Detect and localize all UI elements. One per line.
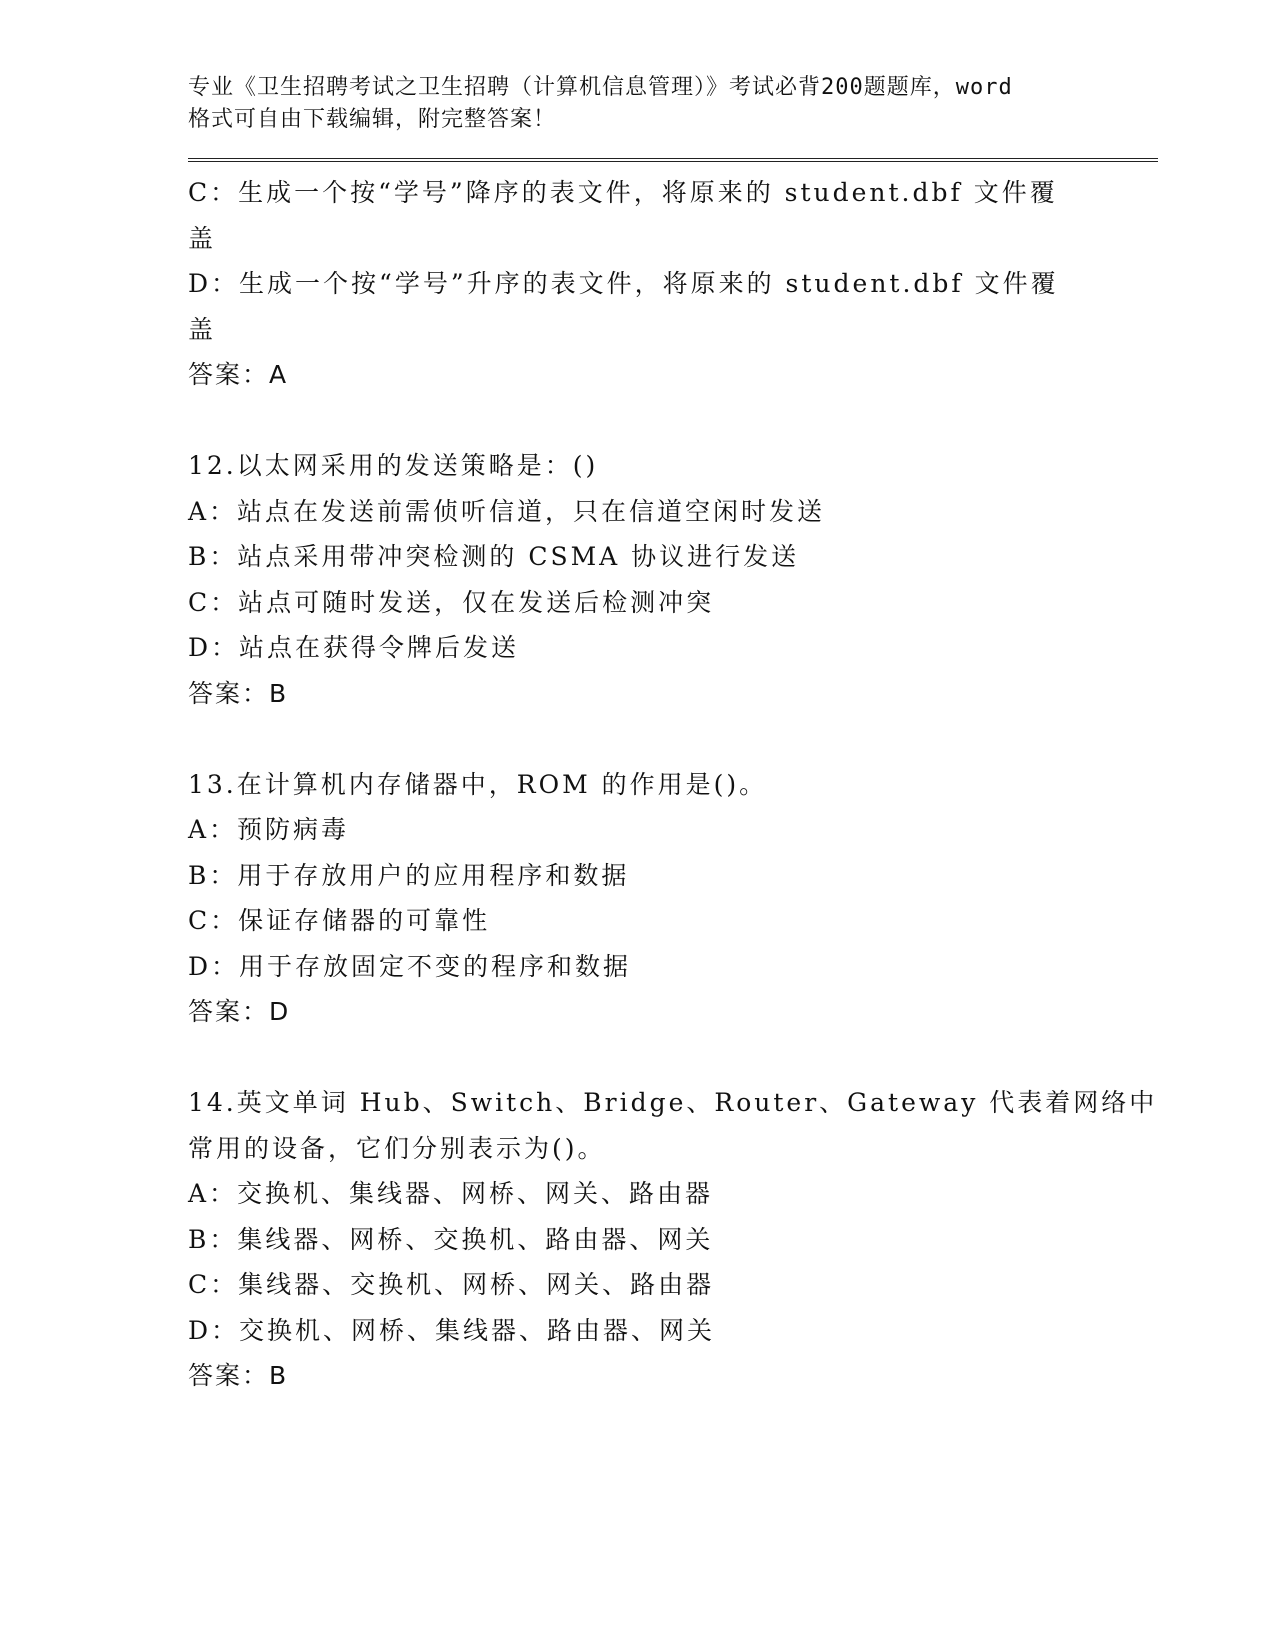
document-header-line-1: 专业《卫生招聘考试之卫生招聘（计算机信息管理）》考试必背200题题库，word: [188, 75, 1013, 100]
question-13-answer: 答案：D: [188, 997, 291, 1026]
question-13-option-a: A：预防病毒: [188, 815, 350, 844]
option-d-continued: 盖: [188, 314, 217, 344]
option-c-continued: 盖: [188, 223, 217, 253]
question-13-option-b: B：用于存放用户的应用程序和数据: [188, 860, 630, 890]
question-12-option-c: C：站点可随时发送，仅在发送后检测冲突: [188, 587, 715, 617]
option-c: C：生成一个按“学号”降序的表文件，将原来的 student.dbf 文件覆: [188, 178, 1058, 207]
question-13-option-d: D：用于存放固定不变的程序和数据: [188, 951, 632, 981]
option-d: D：生成一个按“学号”升序的表文件，将原来的 student.dbf 文件覆: [188, 269, 1059, 298]
question-14-option-c: C：集线器、交换机、网桥、网关、路由器: [188, 1270, 715, 1299]
question-13-stem: 13.在计算机内存储器中，ROM 的作用是()。: [188, 769, 768, 799]
answer: 答案：A: [188, 360, 289, 389]
question-12-option-a: A：站点在发送前需侦听信道，只在信道空闲时发送: [188, 496, 826, 526]
question-14-option-b: B：集线器、网桥、交换机、路由器、网关: [188, 1224, 714, 1254]
question-14-stem: 14.英文单词 Hub、Switch、Bridge、Router、Gateway 代表着网络中: [188, 1088, 1158, 1117]
question-12-option-d: D：站点在获得令牌后发送: [188, 633, 520, 662]
question-14-option-d: D：交换机、网桥、集线器、路由器、网关: [188, 1315, 716, 1345]
document-header-line-2: 格式可自由下载编辑，附完整答案！: [188, 107, 557, 132]
question-12-answer: 答案：B: [188, 678, 289, 708]
question-12-option-b: B：站点采用带冲突检测的 CSMA 协议进行发送: [188, 542, 800, 571]
question-content: [188, 170, 1158, 1399]
question-14-stem-continued: 常用的设备，它们分别表示为()。: [188, 1133, 606, 1163]
question-14-answer: 答案：B: [188, 1361, 289, 1390]
question-13-option-c: C：保证存储器的可靠性: [188, 906, 491, 935]
question-14-option-a: A：交换机、集线器、网桥、网关、路由器: [188, 1179, 714, 1208]
question-12-stem: 12.以太网采用的发送策略是：(): [188, 451, 599, 480]
header-double-rule: [188, 158, 1158, 162]
document-page: [188, 72, 1158, 1399]
